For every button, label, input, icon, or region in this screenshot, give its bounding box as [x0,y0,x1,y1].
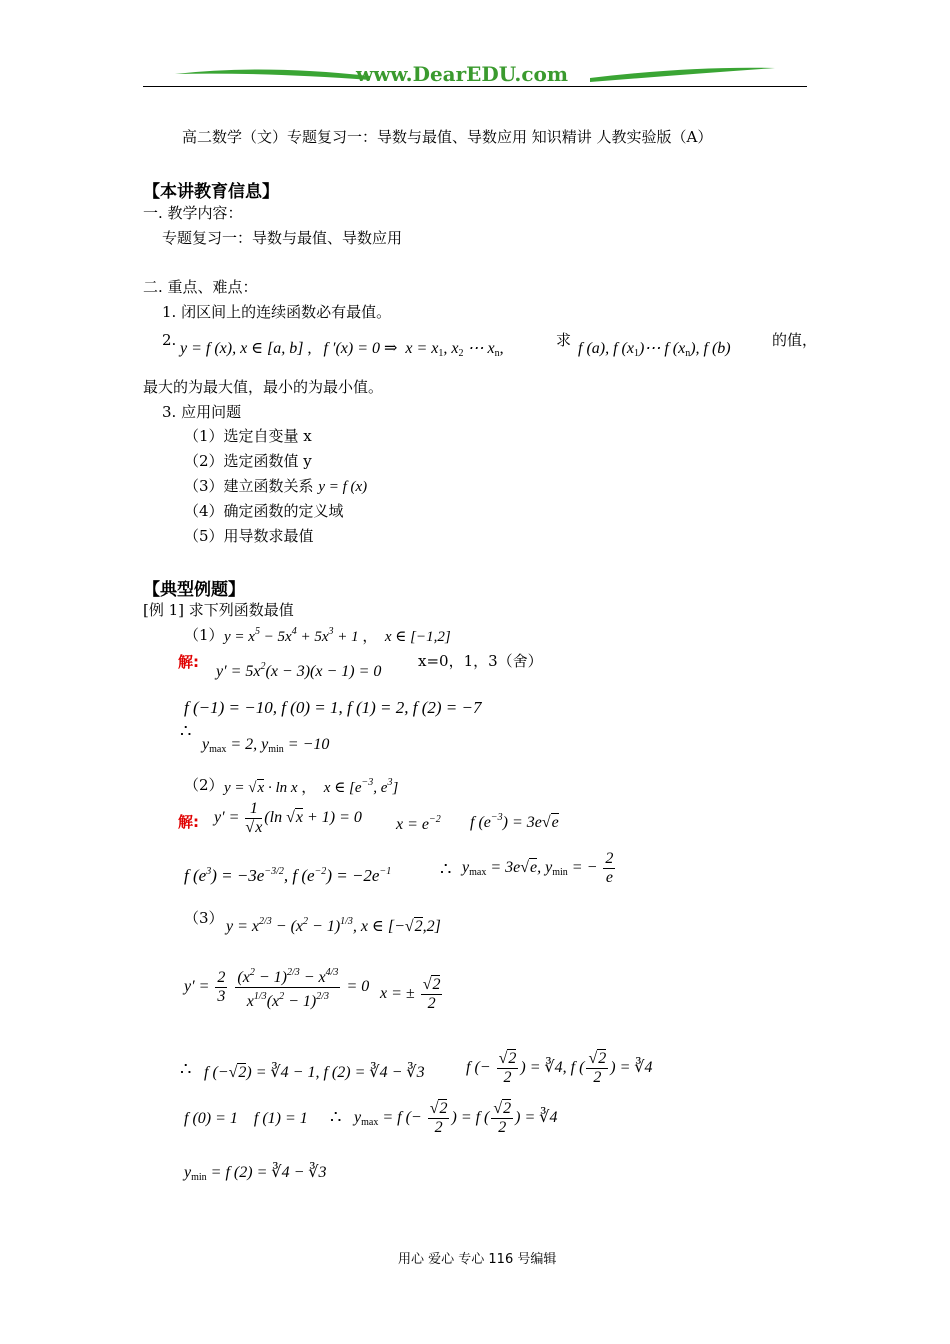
solution-2-label: 解: [178,813,199,831]
content-label: 一. 教学内容： [143,204,243,222]
problem-1-label: （1） [184,626,224,644]
therefore-3: ∴ [180,1059,192,1080]
step-4: （4）确定函数的定义域 [184,502,344,520]
solution-1-derivative: $y' = 5x^2(x - 3)(x - 1) = 0$ [216,661,382,680]
key-point-2-values: f (a), f $(x_1)\cdots$ f $(x_n)$, f (b) [578,340,731,359]
solution-3-values-c: f (0) = 1 f (1) = 1 [184,1110,308,1127]
example-1-label: [例 1] 求下列函数最值 [143,601,294,619]
step-2: （2）选定函数值 y [184,452,312,470]
key-point-2-tail: 的值， [772,331,818,349]
step-5: （5）用导数求最值 [184,527,314,545]
step-3-formula: y = f (x) [318,479,368,495]
key-point-2-ask: 求 [556,331,572,349]
problem-1-function: $y = x^5 - 5x^4 + 5x^3 + 1$ ， x ∈ [−1,2] [224,626,451,645]
problem-2-function: y = √x · ln x ， x ∈ [$e^{-3}$, $e^3$] [224,777,399,796]
step-3-text: （3）建立函数关系 [184,477,314,495]
key-point-2-formula: y = f (x), x ∈ [a, b] , f ′(x) = 0 ⇒ $x = x_1$, $x_2$ ⋯ $x_n$, [180,340,504,359]
page-footer: 用心 爱心 专心 116 号编辑 [398,1252,557,1267]
logo-text: www.DearEDU.com [356,62,569,86]
solution-1-roots: x=0，1，3（舍） [418,652,543,670]
solution-3-critical-points: x = ± $\frac{√2}{2}$ [380,976,441,1012]
problem-3-function: $y = x^{2/3} - (x^2 - 1)^{1/3}$, x ∈ [−√2,2] [226,916,441,935]
solution-3-derivative: y′ = $\frac{2}{3}$ $\frac{(x^2 - 1)^{2/3} - x^{4/3}}{x^{1/3}(x^2 - 1)^{2/3}}$ = 0 [184,964,369,1011]
solution-2-derivative: y′ = $\frac{1}{√x}$ (ln √x + 1) = 0 [214,800,362,836]
section-heading-info: 【本讲教育信息】 [143,182,279,202]
key-point-2-continuation: 最大的为最大值，最小的为最小值。 [143,378,384,396]
problem-2-label: （2） [184,776,224,794]
solution-2-result: $y_{max} = 3e√e$, $y_{min}$ = − $\frac{2}{e}$ [462,850,614,886]
solution-1-values: f (−1) = −10, f (0) = 1, f (1) = 2, f (2) = −7 [184,698,482,717]
document-title: 高二数学（文）专题复习一：导数与最值、导数应用 知识精讲 人教实验版（A） [182,128,713,146]
therefore-1: ∴ [180,721,192,742]
content-text: 专题复习一：导数与最值、导数应用 [162,229,403,247]
therefore-4: ∴ [330,1107,342,1128]
solution-3-values-b: f (− $\frac{√2}{2}$ ) = ∛4, f ( $\frac{√2}{2}$ ) = ∛4 [466,1050,653,1086]
solution-1-result: $y_{max} = 2$, $y_{min} = -10$ [202,736,330,755]
key-points-label: 二. 重点、难点： [143,278,258,296]
solution-3-max: $y_{max} = f$ (− $\frac{√2}{2}$ ) = f ( $\frac{√2}{2}$ ) = ∛4 [354,1100,558,1136]
key-point-3: 3. 应用问题 [162,403,242,421]
header-rule [143,86,807,87]
key-point-2-number: 2. [162,331,177,349]
solution-3-values-a: f (−√2) = ∛4 − 1, f (2) = ∛4 − ∛3 [204,1064,425,1081]
therefore-2: ∴ [440,859,452,880]
solution-2-value-min: f $(e^{-3}) = 3e√e$ [470,812,559,831]
solution-2-critical-point: $x = e^{-2}$ [396,814,441,833]
section-heading-examples: 【典型例题】 [143,580,245,600]
solution-3-min: $y_{min} = f$ (2) = ∛4 − ∛3 [184,1164,327,1183]
problem-3-label: （3） [184,909,224,927]
solution-1-label: 解: [178,653,199,671]
solution-2-values: f $(e^3) = -3e^{-3/2}$, f $(e^{-2}) = -2e^{-1}$ [184,866,392,885]
key-point-1: 1. 闭区间上的连续函数必有最值。 [162,303,392,321]
step-3 [184,476,367,497]
step-1: （1）选定自变量 x [184,427,312,445]
